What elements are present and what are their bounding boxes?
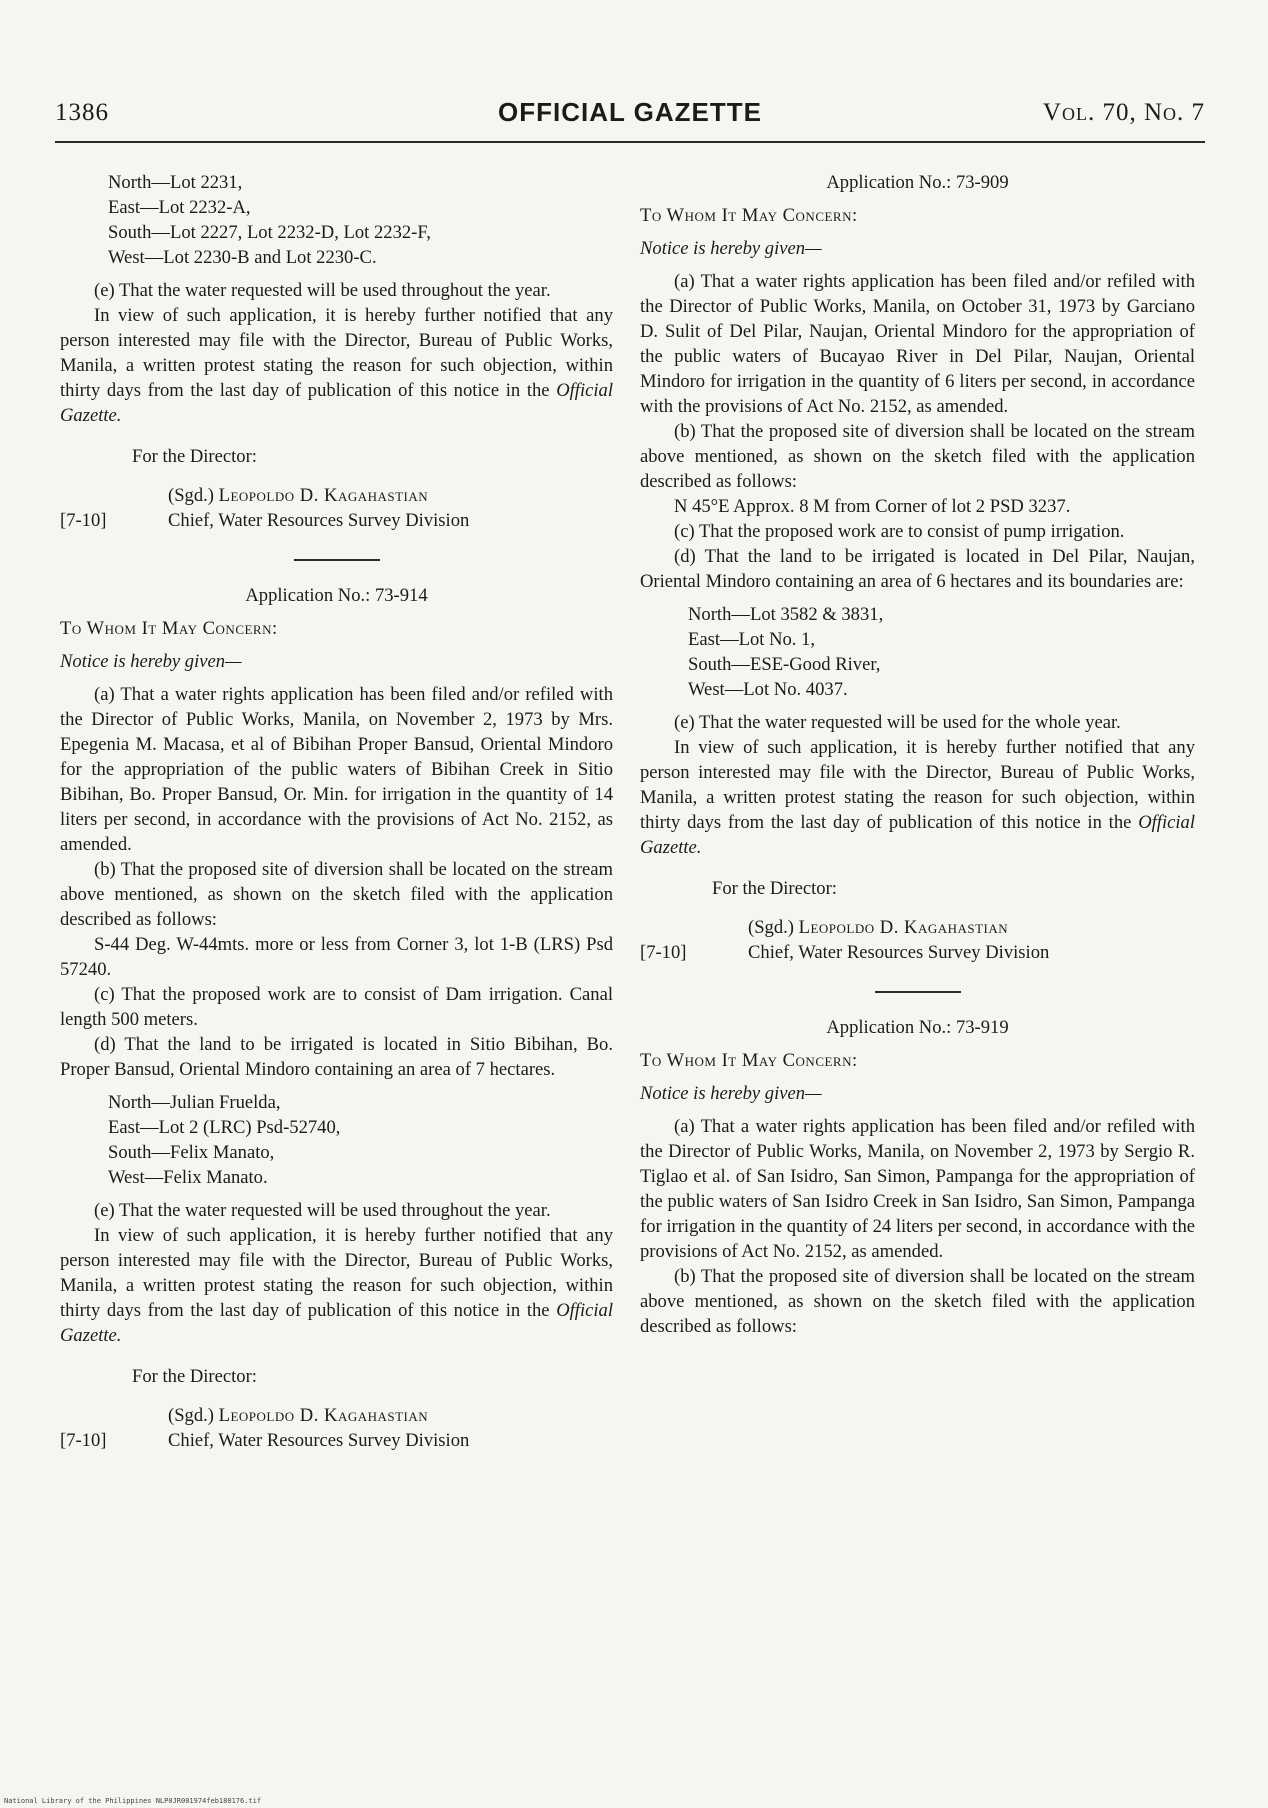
boundary-line: West—Lot 2230-B and Lot 2230-C. [108, 247, 377, 268]
signatory-title: Chief, Water Resources Survey Division [168, 1430, 470, 1451]
signature-block: (Sgd.) Leopoldo D. Kagahastian [7-10] Chief, Water Resources Survey Division [60, 483, 613, 533]
salutation: To Whom It May Concern: [640, 205, 858, 226]
diversion-location: N 45°E Approx. 8 M from Corner of lot 2 PSD 3237. [674, 496, 1071, 517]
continued-boundaries [60, 170, 613, 270]
issue-code: [7-10] [640, 942, 687, 963]
boundary-line: West—Felix Manato. [108, 1167, 268, 1188]
diversion-location: S-44 Deg. W-44mts. more or less from Corner 3, lot 1-B (LRS) Psd 57240. [60, 934, 613, 980]
application-73-914 [60, 583, 613, 1453]
application-title: Application No.: 73-919 [826, 1017, 1009, 1038]
page-header [55, 95, 1205, 135]
notice-line: Notice is hereby given— [640, 1083, 822, 1104]
issue-code: [7-10] [60, 510, 107, 531]
application-title: Application No.: 73-914 [245, 585, 428, 606]
salutation: To Whom It May Concern: [60, 618, 278, 639]
paragraph-b: (b) That the proposed site of diversion shall be located on the stream above mentioned, as shown on the sketch filed with the application described as follows: [640, 421, 1195, 492]
application-73-919 [640, 1015, 1195, 1339]
notice-line: Notice is hereby given— [640, 238, 822, 259]
paragraph-b: (b) That the proposed site of diversion shall be located on the stream above mentioned, as shown on the sketch filed with the application described as follows: [60, 859, 613, 930]
signature-block: (Sgd.) Leopoldo D. Kagahastian [7-10] Chief, Water Resources Survey Division [640, 915, 1195, 965]
paragraph-a: (a) That a water rights application has been filed and/or refiled with the Director of Public Works, Manila, on November 2, 1973 by Mrs. Epegenia M. Macasa, et al of Bibihan Proper Bansud, Oriental Mindoro for the appropriation of the public waters of Bibihan Creek in Sitio Bibihan, Bo. Proper Bansud, Or. Min. for irrigation in the quantity of 14 liters per second, in accordance with the provisions of Act No. 2152, as amended. [60, 684, 613, 855]
paragraph-in-view: In view of such application, it is hereby further notified that any person interested may file with the Director, Bureau of Public Works, Manila, a written protest stating the reason for such objection, within thirty days from the last day of publication of this notice in the Official Gazette. [640, 737, 1196, 858]
boundary-line: South—Felix Manato, [108, 1142, 275, 1163]
volume-issue: Vol. 70, No. 7 [1042, 99, 1205, 126]
boundary-line: North—Lot 3582 & 3831, [688, 604, 884, 625]
paragraph-e: (e) That the water requested will be used throughout the year. [94, 280, 551, 301]
scan-footer: National Library of the Philippines NLP0JR001974feb180176.tif [4, 1797, 262, 1805]
gazette-reference: Official Gazette. [60, 380, 614, 426]
boundaries-list [60, 1090, 613, 1190]
boundary-line: East—Lot 2 (LRC) Psd-52740, [108, 1117, 341, 1138]
for-the-director: For the Director: [712, 878, 837, 899]
right-column [640, 170, 1195, 1339]
issue-code: [7-10] [60, 1430, 107, 1451]
signatory-name: Leopoldo D. Kagahastian [218, 1405, 429, 1426]
page-number: 1386 [55, 99, 109, 126]
application-title: Application No.: 73-909 [826, 172, 1009, 193]
boundary-line: North—Julian Fruelda, [108, 1092, 281, 1113]
boundaries-list [640, 602, 1195, 702]
for-the-director: For the Director: [132, 446, 257, 467]
paragraph-in-view: In view of such application, it is hereby further notified that any person interested may file with the Director, Bureau of Public Works, Manila, a written protest stating the reason for such objection, within thirty days from the last day of publication of this notice in the Official Gazette. [60, 1225, 614, 1346]
signature-block: (Sgd.) Leopoldo D. Kagahastian [7-10] Chief, Water Resources Survey Division [60, 1403, 613, 1453]
paragraph-c: (c) That the proposed work are to consist of Dam irrigation. Canal length 500 meters. [60, 984, 613, 1030]
paragraph-e: (e) That the water requested will be used for the whole year. [674, 712, 1121, 733]
gazette-reference: Official Gazette. [640, 812, 1196, 858]
header-rule [55, 141, 1205, 143]
notice-line: Notice is hereby given— [60, 651, 242, 672]
section-separator [875, 991, 961, 993]
boundary-line: South—ESE-Good River, [688, 654, 881, 675]
publication-title: OFFICIAL GAZETTE [498, 97, 762, 127]
paragraph-a: (a) That a water rights application has been filed and/or refiled with the Director of Public Works, Manila, on November 2, 1973 by Sergio R. Tiglao et al. of San Isidro, San Simon, Pampanga for the appropriation of the public waters of San Isidro Creek in San Isidro, San Simon, Pampanga for irrigation in the quantity of 24 liters per second, in accordance with the provisions of Act No. 2152, as amended. [640, 1116, 1195, 1262]
boundary-line: East—Lot 2232-A, [108, 197, 251, 218]
boundary-line: East—Lot No. 1, [688, 629, 816, 650]
paragraph-d: (d) That the land to be irrigated is located in Del Pilar, Naujan, Oriental Mindoro containing an area of 6 hectares and its boundaries are: [640, 546, 1195, 592]
signatory-title: Chief, Water Resources Survey Division [748, 942, 1050, 963]
gazette-reference: Official Gazette. [60, 1300, 614, 1346]
signatory-name: Leopoldo D. Kagahastian [218, 485, 429, 506]
paragraph-c: (c) That the proposed work are to consist of pump irrigation. [674, 521, 1125, 542]
application-73-909 [640, 170, 1195, 965]
signatory-name: Leopoldo D. Kagahastian [798, 917, 1009, 938]
paragraph-d: (d) That the land to be irrigated is located in Sitio Bibihan, Bo. Proper Bansud, Oriental Mindoro containing an area of 7 hectares. [60, 1034, 613, 1080]
paragraph-b: (b) That the proposed site of diversion shall be located on the stream above mentioned, as shown on the sketch filed with the application described as follows: [640, 1266, 1195, 1337]
section-separator [294, 559, 380, 561]
paragraph-a: (a) That a water rights application has been filed and/or refiled with the Director of Public Works, Manila, on October 31, 1973 by Garciano D. Sulit of Del Pilar, Naujan, Oriental Mindoro for the appropriation of the public waters of Bucayao River in Del Pilar, Naujan, Oriental Mindoro for irrigation in the quantity of 6 liters per second, in accordance with the provisions of Act No. 2152, as amended. [640, 271, 1195, 417]
for-the-director: For the Director: [132, 1366, 257, 1387]
signatory-title: Chief, Water Resources Survey Division [168, 510, 470, 531]
left-column [60, 170, 613, 1453]
paragraph-in-view: In view of such application, it is hereby further notified that any person interested may file with the Director, Bureau of Public Works, Manila, a written protest stating the reason for such objection, within thirty days from the last day of publication of this notice in the Official Gazette. [60, 305, 614, 426]
boundary-line: North—Lot 2231, [108, 172, 243, 193]
boundary-line: West—Lot No. 4037. [688, 679, 848, 700]
salutation: To Whom It May Concern: [640, 1050, 858, 1071]
boundary-line: South—Lot 2227, Lot 2232-D, Lot 2232-F, [108, 222, 431, 243]
paragraph-e: (e) That the water requested will be used throughout the year. [94, 1200, 551, 1221]
